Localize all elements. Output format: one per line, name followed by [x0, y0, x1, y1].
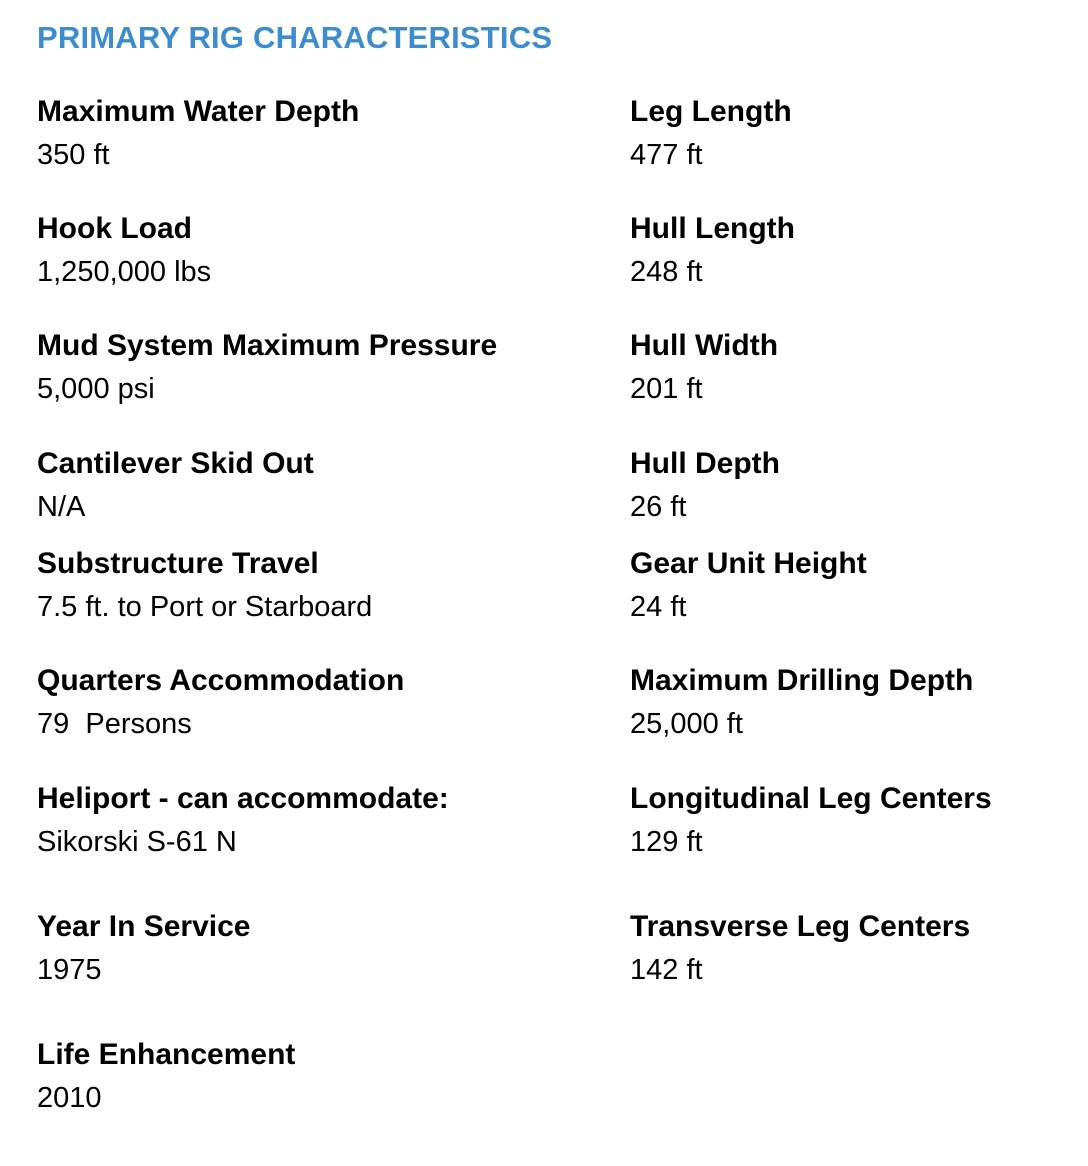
spec-hull-width [630, 328, 1088, 407]
spec-value: 142 ft [630, 954, 703, 986]
spec-label: Transverse Leg Centers [630, 910, 971, 943]
spec-value: 2010 [37, 1082, 102, 1114]
page-title: PRIMARY RIG CHARACTERISTICS [37, 20, 553, 55]
spec-value: 26 ft [630, 491, 687, 523]
spec-value: 248 ft [630, 256, 703, 288]
spec-maximum-drilling-depth [630, 663, 1088, 742]
spec-label: Mud System Maximum Pressure [37, 329, 498, 362]
spec-heliport [37, 781, 597, 860]
spec-label: Maximum Water Depth [37, 95, 360, 128]
spec-cantilever-skid-out [37, 446, 597, 525]
spec-life-enhancement [37, 1037, 597, 1116]
spec-mud-system-maximum-pressure [37, 328, 597, 407]
spec-leg-length [630, 94, 1088, 173]
spec-label: Leg Length [630, 95, 792, 128]
spec-hull-depth [630, 446, 1088, 525]
spec-label: Substructure Travel [37, 547, 319, 580]
spec-hull-length [630, 211, 1088, 290]
spec-label: Hull Width [630, 329, 779, 362]
spec-transverse-leg-centers [630, 909, 1088, 988]
spec-label: Gear Unit Height [630, 547, 867, 580]
spec-quarters-accommodation [37, 663, 597, 742]
spec-substructure-travel [37, 546, 597, 625]
spec-value: 477 ft [630, 139, 703, 171]
spec-gear-unit-height [630, 546, 1088, 625]
spec-label: Maximum Drilling Depth [630, 664, 974, 697]
spec-value: 129 ft [630, 826, 703, 858]
spec-label: Longitudinal Leg Centers [630, 782, 992, 815]
spec-value: N/A [37, 491, 86, 523]
spec-value: 350 ft [37, 139, 110, 171]
spec-value: 201 ft [630, 373, 703, 405]
spec-hook-load [37, 211, 597, 290]
spec-value: Sikorski S-61 N [37, 826, 237, 858]
spec-label: Cantilever Skid Out [37, 447, 314, 480]
spec-label: Life Enhancement [37, 1038, 296, 1071]
spec-value: 7.5 ft. to Port or Starboard [37, 591, 373, 623]
spec-label: Quarters Accommodation [37, 664, 405, 697]
spec-value: 1975 [37, 954, 102, 986]
spec-value: 25,000 ft [630, 708, 743, 740]
spec-label: Year In Service [37, 910, 251, 943]
spec-longitudinal-leg-centers [630, 781, 1088, 860]
spec-value: 5,000 psi [37, 373, 155, 405]
spec-label: Heliport - can accommodate: [37, 782, 449, 815]
spec-value: 1,250,000 lbs [37, 256, 212, 288]
spec-label: Hook Load [37, 212, 192, 245]
spec-maximum-water-depth [37, 94, 597, 173]
spec-label: Hull Length [630, 212, 795, 245]
spec-value: 79 Persons [37, 708, 192, 740]
spec-value: 24 ft [630, 591, 687, 623]
spec-label: Hull Depth [630, 447, 780, 480]
spec-year-in-service [37, 909, 597, 988]
